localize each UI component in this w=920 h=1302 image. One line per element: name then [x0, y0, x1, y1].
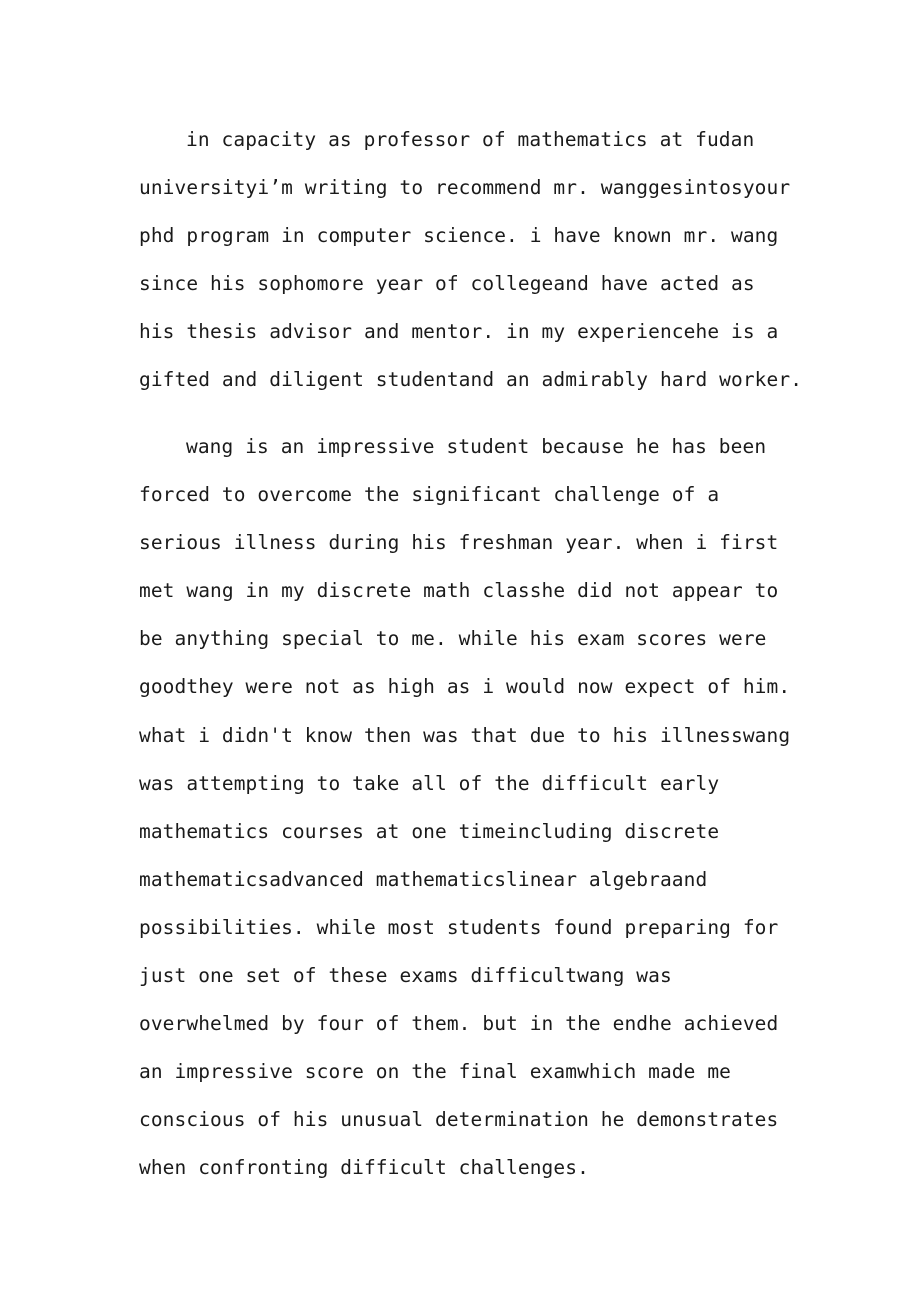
text-line: serious illness during his freshman year. when i first — [139, 531, 779, 555]
text-line: met wang in my discrete math classhe did not appear to — [139, 579, 779, 603]
paragraph-2 — [139, 423, 839, 1193]
text-line: possibilities. while most students found preparing for — [139, 915, 779, 939]
text-line: phd program in computer science. i have known mr. wang — [139, 224, 779, 248]
text-line: an impressive score on the final examwhich made me — [139, 1060, 731, 1084]
text-line: forced to overcome the significant challenge of a — [139, 483, 720, 507]
text-line: when confronting difficult challenges. — [139, 1156, 589, 1180]
text-line: gifted and diligent studentand an admirably hard worker. — [139, 368, 803, 392]
text-line: universityi’m writing to recommend mr. wanggesintosyour — [139, 176, 791, 200]
text-line: his thesis advisor and mentor. in my experiencehe is a — [139, 320, 779, 344]
text-line: wang is an impressive student because he has been — [186, 435, 767, 458]
text-line: what i didn't know then was that due to his illnesswang — [139, 723, 791, 747]
text-line: goodthey were not as high as i would now expect of him. — [139, 675, 791, 699]
paragraph-1 — [139, 116, 839, 405]
text-line: overwhelmed by four of them. but in the endhe achieved — [139, 1012, 779, 1036]
text-line: mathematicsadvanced mathematicslinear algebraand — [139, 867, 708, 891]
text-line: just one set of these exams difficultwang was — [139, 964, 672, 988]
text-line: conscious of his unusual determination he demonstrates — [139, 1108, 779, 1132]
text-line: mathematics courses at one timeincluding discrete — [139, 819, 720, 843]
text-line: in capacity as professor of mathematics at fudan — [186, 128, 755, 151]
text-line: since his sophomore year of collegeand have acted as — [139, 272, 755, 296]
text-line: be anything special to me. while his exam scores were — [139, 627, 767, 651]
text-line: was attempting to take all of the difficult early — [139, 771, 720, 795]
